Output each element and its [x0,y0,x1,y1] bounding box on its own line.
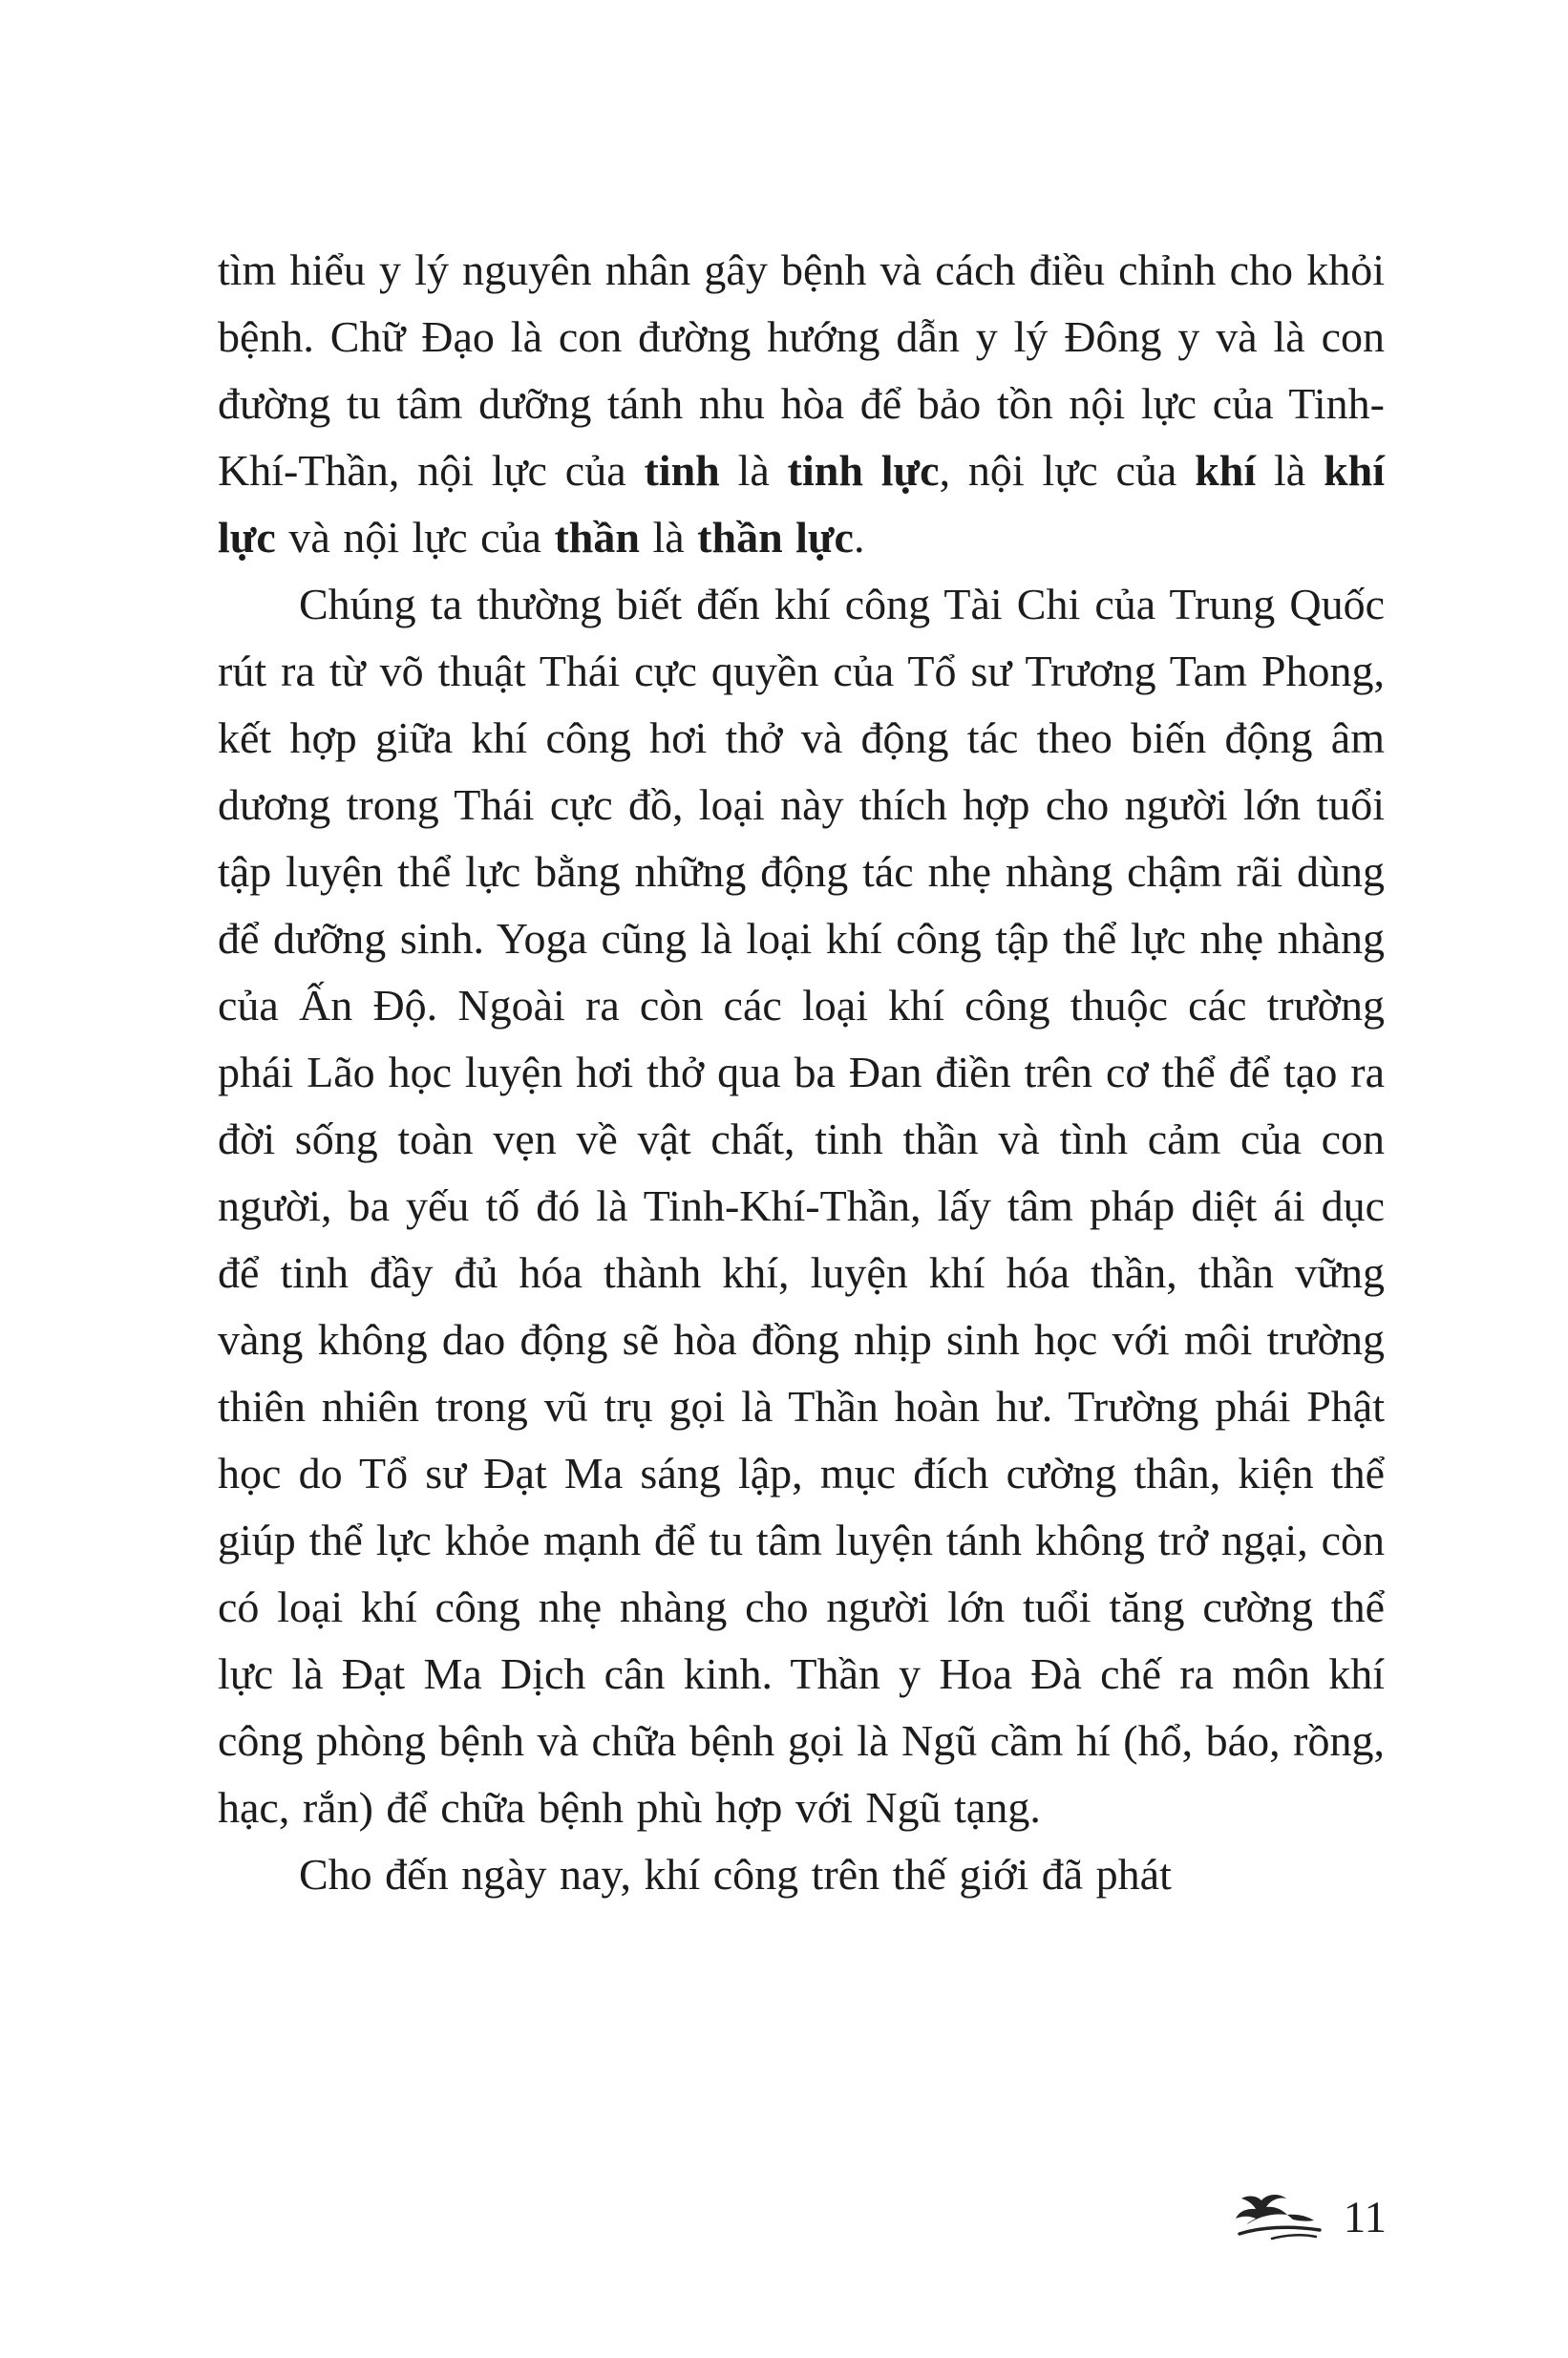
page-footer [1234,2192,1387,2243]
text-run-bold: thần [554,513,640,562]
bird-flourish-icon [1234,2192,1324,2243]
text-run-bold: thần lực [697,513,854,562]
paragraph [218,237,1385,571]
text-run: . [853,513,865,562]
text-run-bold: tinh lực [787,446,940,495]
text-run: là [639,513,698,562]
paragraph [218,1841,1385,1908]
text-run: Chúng ta thường biết đến khí công Tài Chi của Trung Quốc rút ra từ võ thuật Thái cực quyền của Tổ sư Trương Tam Phong, kết hợp giữa khí công hơi thở và động tác theo biến động âm dương trong Thái cực đồ, loại này thích hợp cho người lớn tuổi tập luyện thể lực bằng những động tác nhẹ nhàng chậm rãi dùng để dưỡng sinh. Yoga cũng là loại khí công tập thể lực nhẹ nhàng của Ấn Độ. Ngoài ra còn các loại khí công thuộc các trường phái Lão học luyện hơi thở qua ba Đan điền trên cơ thể để tạo ra đời sống toàn vẹn về vật chất, tinh thần và tình cảm của con người, ba yếu tố đó là Tinh-Khí-Thần, lấy tâm pháp diệt ái dục để tinh đầy đủ hóa thành khí, luyện khí hóa thần, thần vững vàng không dao động sẽ hòa đồng nhịp sinh học với môi trường thiên nhiên trong vũ trụ gọi là Thần hoàn hư. Trường phái Phật học do Tổ sư Đạt Ma sáng lập, mục đích cường thân, kiện thể giúp thể lực khỏe mạnh để tu tâm luyện tánh không trở ngại, còn có loại khí công nhẹ nhàng cho người lớn tuổi tăng cường thể lực là Đạt Ma Dịch cân kinh. Thần y Hoa Đà chế ra môn khí công phòng bệnh và chữa bệnh gọi là Ngũ cầm hí (hổ, báo, rồng, hạc, rắn) để chữa bệnh phù hợp với Ngũ tạng. [218,580,1385,1832]
page-number: 11 [1343,2192,1387,2242]
paragraph [218,571,1385,1841]
text-run-bold: tinh [644,446,720,495]
text-run: là [1256,446,1324,495]
text-run: tìm hiểu y lý nguyên nhân gây bệnh và cách điều chỉnh cho khỏi bệnh. Chữ Đạo là con đường hướng dẫn y lý Đông y và là con đường tu tâm dưỡng tánh nhu hòa để bảo tồn nội lực của Tinh-Khí-Thần, nội lực của [218,245,1385,495]
text-run: là [719,446,788,495]
page-text [218,237,1385,1908]
text-run: và nội lực của [275,513,555,562]
text-run: , nội lực của [939,446,1196,495]
text-run-bold: khí lực [218,446,1386,562]
text-run: Cho đến ngày nay, khí công trên thế giới đã phát [299,1850,1172,1899]
text-run-bold: khí [1195,446,1257,495]
